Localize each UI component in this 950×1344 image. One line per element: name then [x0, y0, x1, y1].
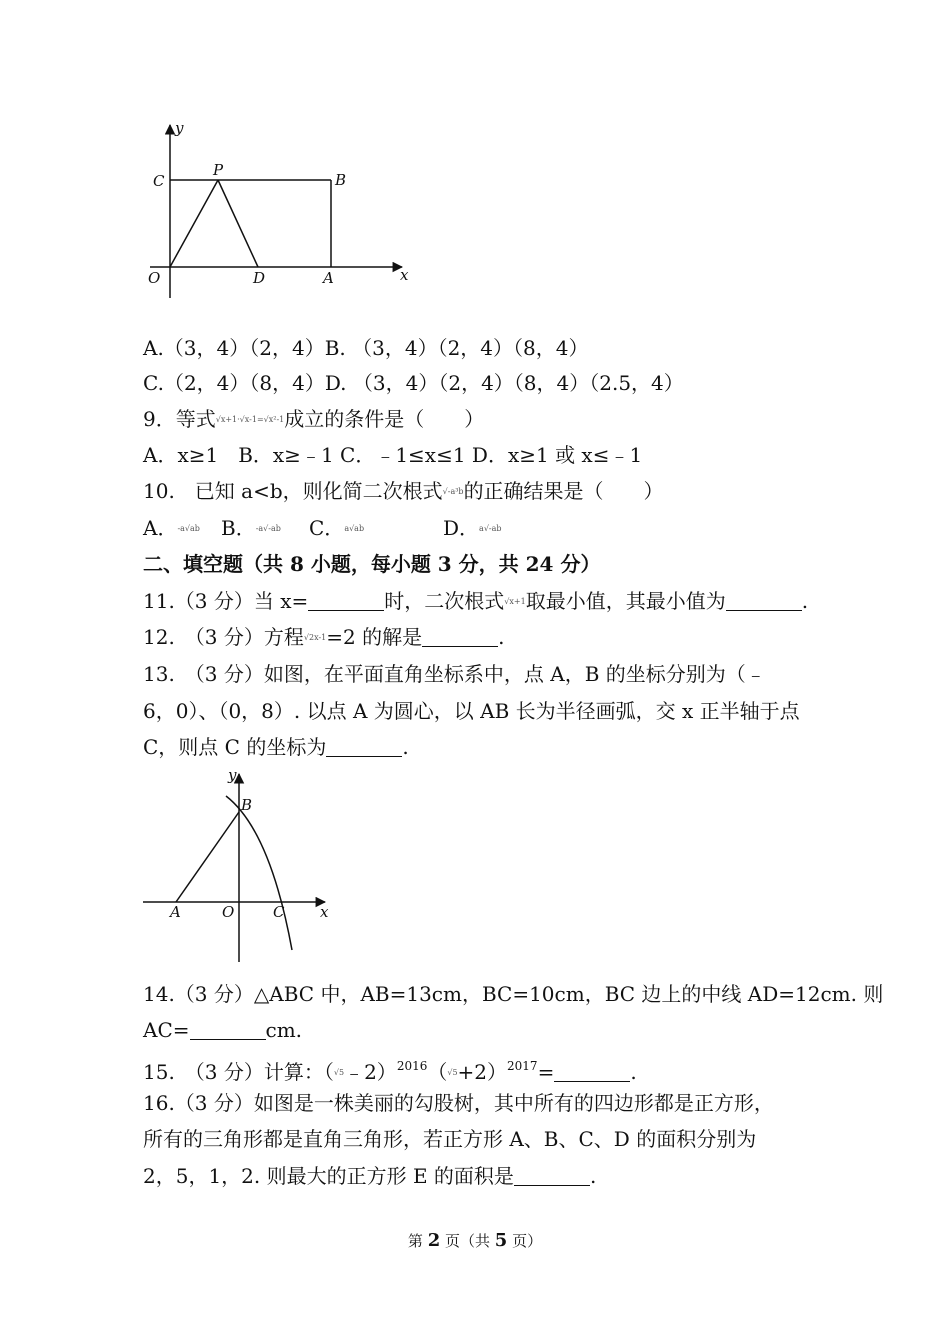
q9-formula: √x+1·√x-1=√x²-1	[215, 415, 285, 424]
q12-blank[interactable]	[422, 628, 498, 647]
q9-options[interactable]: A．x≥1 B．x≥﹣1 C．﹣1≤x≤1 D．x≥1 或 x≤﹣1	[143, 443, 643, 467]
q8-option-b[interactable]: B. （3，4）（2，4）（8，4）	[324, 336, 589, 360]
q8-option-a[interactable]: A.（3，4）（2，4）	[143, 336, 325, 360]
q8-option-d[interactable]: D. （3，4）（2，4）（8，4）（2.5，4）	[324, 371, 684, 395]
q9-stem: 9．等式$^{√x+1\cdot√x-1=√x^2-1}$成立的条件是（ ）	[143, 407, 485, 431]
label-d: D	[253, 269, 266, 287]
q16-line3: 2，5，1，2. 则最大的正方形 E 的面积是 .	[143, 1164, 597, 1188]
q8-option-c[interactable]: C.（2，4）（8，4）	[143, 371, 325, 395]
q11-blank-1[interactable]	[308, 592, 384, 611]
q11: 11.（3 分）当 x= 时，二次根式$^{√x+1}$取最小值，其最小值为 .	[143, 589, 809, 613]
q15: 15. （3 分）计算：$(^{√5}﹣2)^{2016}(^{√5}+2)^{2017}=$ .	[143, 1059, 637, 1084]
page-number: 2	[427, 1230, 441, 1251]
arc-bc	[226, 796, 292, 950]
q10-option-a[interactable]: A．$^{-a√ab}$	[143, 516, 200, 540]
page-total: 5	[494, 1230, 508, 1251]
figure-rectangle-coordinate	[140, 115, 430, 305]
q10-option-c[interactable]: C．$^{a√ab}$	[309, 516, 365, 540]
segment-ab	[176, 812, 239, 902]
segment-op	[170, 180, 218, 267]
label-p: P	[213, 161, 224, 179]
label-c: C	[153, 172, 165, 190]
q12-formula: √2x-1	[303, 633, 327, 642]
q13-blank[interactable]	[326, 738, 402, 757]
label-a: A	[170, 903, 181, 921]
q12: 12. （3 分）方程$^{√2x-1}$=2 的解是 .	[143, 625, 505, 649]
q14-line2: AC= cm.	[143, 1018, 303, 1042]
label-y: y	[228, 766, 237, 784]
q8-options-row2	[143, 369, 684, 397]
q13-line3: C，则点 C 的坐标为 .	[143, 735, 409, 759]
label-o: O	[222, 903, 235, 921]
q11-blank-2[interactable]	[726, 592, 802, 611]
segment-pd	[218, 180, 258, 267]
q16-line2: 所有的三角形都是直角三角形，若正方形 A、B、C、D 的面积分别为	[143, 1127, 757, 1151]
q10-options	[143, 514, 502, 543]
q16-line1: 16.（3 分）如图是一株美丽的勾股树，其中所有的四边形都是正方形，	[143, 1091, 774, 1115]
label-b: B	[335, 171, 347, 189]
q14-blank[interactable]	[190, 1021, 266, 1040]
label-a: A	[323, 269, 334, 287]
q11-formula: √x+1	[504, 597, 526, 606]
label-b: B	[241, 796, 253, 814]
q14-line1: 14.（3 分）△ABC 中，AB=13cm，BC=10cm，BC 边上的中线 AD=12cm. 则	[143, 982, 884, 1006]
q10-stem: 10. 已知 a<b，则化简二次根式$^{√-a^3b}$的正确结果是（ ）	[143, 479, 664, 503]
q10-option-d[interactable]: D．$^{a√-ab}$	[443, 516, 502, 540]
q13-line2: 6，0）、（0，8）. 以点 A 为圆心，以 AB 长为半径画弧，交 x 正半轴于点	[143, 699, 800, 723]
figure-arc-coordinate	[140, 762, 340, 967]
page-footer: 第 2 页（共 5 页）	[407, 1230, 543, 1251]
q13-line1: 13. （3 分）如图，在平面直角坐标系中，点 A，B 的坐标分别为（﹣	[143, 662, 766, 686]
section-heading-fill-in: 二、填空题（共 8 小题，每小题 3 分，共 24 分）	[143, 552, 601, 576]
q8-options-row1	[143, 334, 588, 362]
label-x: x	[320, 903, 329, 921]
q10-formula: √-a³b	[442, 487, 464, 496]
q15-blank[interactable]	[554, 1063, 630, 1082]
q16-blank[interactable]	[514, 1167, 590, 1186]
label-o: O	[148, 269, 161, 287]
q10-option-b[interactable]: B．$^{-a√-ab}$	[221, 516, 281, 540]
label-y: y	[175, 119, 184, 137]
label-x: x	[400, 266, 409, 284]
label-c: C	[273, 903, 285, 921]
